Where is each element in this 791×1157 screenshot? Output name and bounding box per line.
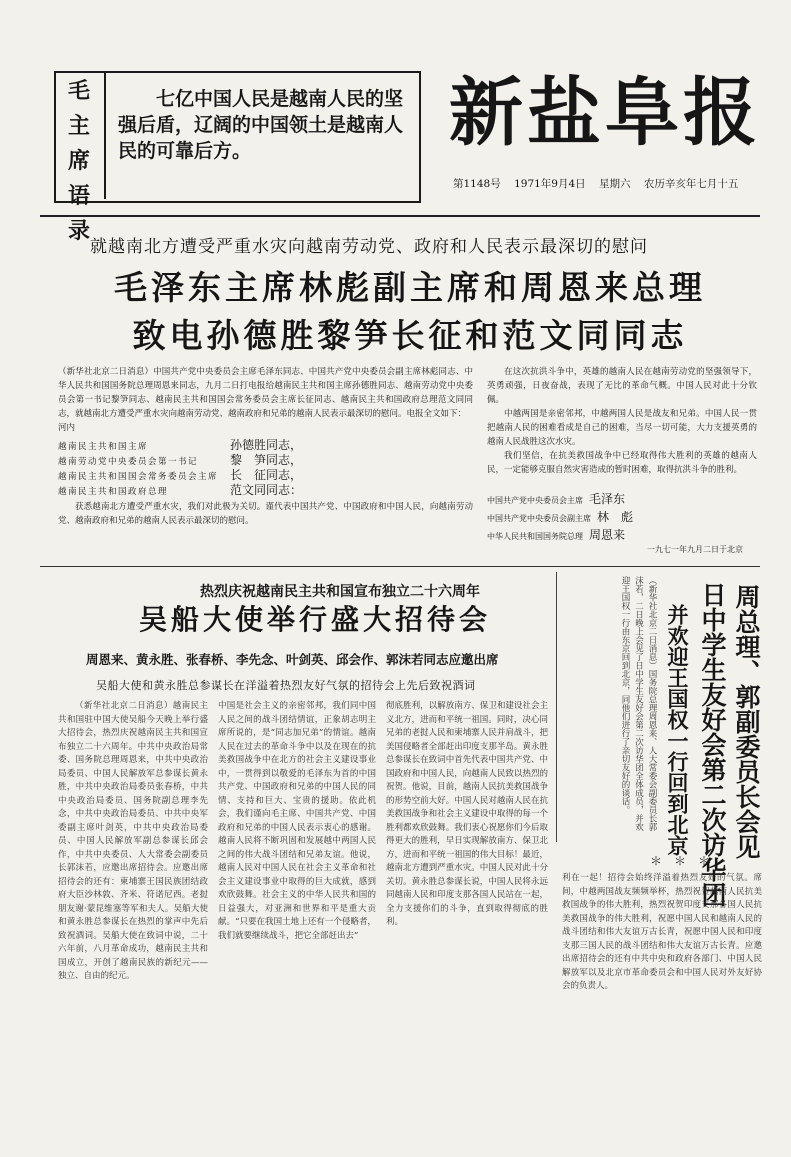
zhou-headline-1: 周总理、郭副委员长会见 — [732, 584, 761, 859]
addressee-list — [58, 436, 473, 496]
issue-lunar-date: 农历辛亥年七月十五 — [643, 178, 739, 190]
signatory-org: 中华人民共和国国务院总理 — [487, 532, 583, 541]
reception-subline: 吴船大使和黄永胜总参谋长在洋溢着热烈友好气氛的招待会上先后致祝酒词 — [96, 679, 476, 692]
addressee-row — [58, 481, 473, 496]
lead-headline-line-1: 毛泽东主席林彪副主席和周恩来总理 — [114, 268, 706, 307]
addressee-row — [58, 466, 473, 481]
signatory-list — [487, 490, 757, 562]
lead-intro: （新华社北京二日消息）中国共产党中央委员会主席毛泽东同志、中国共产党中央委员会副主席林彪同志、中华人民共和国国务院总理周恩来同志，九月二日打电报给越南民主共和国主席孙德胜同志、越南劳动党中央委员会第一书记黎笋同志、越南民主共和国国会常务委员会主席长征同志、越南民主共和国政府总理范文同同志，就越南北方遭受严重水灾向越南劳动党、越南政府和兄弟的越南人民表示最深切的慰问。电报全文如下： — [58, 367, 473, 419]
issue-line — [453, 176, 773, 191]
lead-kicker: 就越南北方遭受严重水灾向越南劳动党、政府和人民表示最深切的慰问 — [90, 237, 648, 257]
quotation-label-char: 主 — [67, 114, 90, 139]
lead-message-2: 在这次抗洪斗争中，英雄的越南人民在越南劳动党的坚强领导下，英勇顽强，日夜奋战，表现了无比的革命气概。中国人民对此十分钦佩。 — [487, 367, 757, 405]
section-divider — [40, 566, 760, 567]
reception-headline: 吴船大使举行盛大招待会 — [138, 603, 491, 636]
addressee-name: 孙德胜同志， — [230, 438, 303, 452]
addressee-org: 越南民主共和国国会常务委员会主席 — [58, 472, 219, 482]
reception-kicker: 热烈庆祝越南民主共和国宣布独立二十六周年 — [200, 584, 480, 600]
reception-column-1: （新华社北京二日消息）越南民主共和国驻中国大使吴船今天晚上举行盛大招待会，热烈庆祝越南民主共和国宣布独立二十六周年。中共中央政治局常委、国务院总理周恩来，中共中央政治局委员、中国人民解放军总参谋长黄永胜，中共中央政治局委员张春桥，中共中央政治局委员、国务院副总理李先念，中共中央政治局委员、中共中央军委副主席叶剑英，中共中央政治局委员、中国人民解放军副总参谋长邱会作，中共中央委员、人大常委会副委员长郭沫若，应邀出席招待会。应邀出席招待会的还有：柬埔寨王国民族团结政府大臣沙林敦、齐米、符诺尼西。老挝朋友谢·蒙昆维塞等军和夫人。吴船大使和黄永胜总参谋长在热烈的掌声中先后致祝酒词。吴船大使在致词中说，二十六年前，八月革命成功，越南民主共和国成立，开创了越南民族的新纪元——独立、自由的纪元。 — [58, 701, 208, 981]
lead-message-4: 我们坚信，在抗美救国战争中已经取得伟大胜利的英雄的越南人民，一定能够克服自然灾害造成的暂时困难，取得抗洪斗争的胜利。 — [487, 451, 757, 475]
quotation-text: 七亿中国人民是越南人民的坚强后盾，辽阔的中国领土是越南人民的可靠后方。 — [118, 88, 404, 162]
signatory-name: 周恩来 — [589, 528, 626, 542]
addressee-org: 越南劳动党中央委员会第一书记 — [58, 457, 199, 467]
column-divider — [556, 572, 557, 842]
quotation-label-char: 毛 — [67, 79, 90, 104]
reception-column-4: 利在一起！招待会始终洋溢着热烈友好的气氛。席间，中越两国战友频频举杯，热烈祝贺越南人民抗美救国战争的伟大胜利，热烈祝贺印度支那各国人民抗美救国战争的伟大胜利，祝愿中国人民和越南人民的战斗团结和伟大友谊万古长青，祝愿中国人民和印度支那三国人民的战斗团结和伟大友谊万古长青。应邀出席招待会的还有中共中央和政府各部门、中国人民解放军以及北京市革命委员会和中国人民对外友好协会的负责人。 — [562, 873, 762, 991]
addressee-name: 长 征同志， — [230, 468, 303, 482]
issue-weekday: 星期六 — [599, 178, 631, 190]
signatory-row — [487, 490, 757, 508]
reception-column-3: 彻底胜利，以解放南方、保卫和建设社会主义北方，进而和平统一祖国。同时，决心同兄弟的老挝人民和柬埔寨人民并肩战斗，把美国侵略者全部赶出印度支那半岛。黄永胜总参谋长在致词中首先代表中国共产党、中国政府和中国人民，向越南人民致以热烈的祝贺。他说，目前，越南人民抗美救国战争的形势空前大好。中国人民对越南人民在抗美救国战争和社会主义建设中取得的每一个胜利都欢欣鼓舞。我们衷心祝愿你们今后取得更大的胜利，早日实现解放南方、保卫北方，进而和平统一祖国的伟大目标！最近，越南北方遭到严重水灾。中国人民对此十分关切。黄永胜总参谋长说，中国人民将永远同越南人民和印度支那各国人民站在一起，全力支援你们的斗争，直到取得彻底的胜利。 — [386, 701, 548, 927]
zhou-headline-2: 日中学生友好会第二次访华团 — [698, 582, 727, 907]
signatory-name: 林 彪 — [597, 510, 634, 524]
addressee-name: 范文同同志： — [230, 483, 303, 497]
addressee-row — [58, 451, 473, 466]
quotation-label — [54, 71, 106, 244]
addressee-org: 越南民主共和国政府总理 — [58, 487, 169, 497]
zhou-story — [566, 572, 766, 907]
signatory-org: 中国共产党中央委员会主席 — [487, 496, 583, 505]
newspaper-title: 新盐阜报 — [449, 70, 761, 156]
issue-date: 1971年9月4日 — [514, 178, 586, 190]
lead-message-3: 中越两国是亲密邻邦，中越两国人民是战友和兄弟。中国人民一贯把越南人民的困难看成是自己的困难，当尽一切可能，大力支援英勇的越南人民战胜这次水灾。 — [487, 409, 757, 447]
quotation-label-char: 录 — [67, 219, 90, 244]
signature-date: 一九七一年九月二日于北京 — [647, 545, 743, 554]
reception-attendees: 周恩来、黄永胜、张春桥、李先念、叶剑英、邱会作、郭沫若同志应邀出席 — [86, 652, 499, 667]
zhou-headline-3: 并欢迎王国权一行回到北京 — [665, 604, 689, 856]
signatory-org: 中国共产党中央委员会副主席 — [487, 514, 591, 523]
ornament: ＊ ＊ ＊ — [650, 854, 711, 868]
masthead-divider — [40, 215, 760, 217]
quotation-label-char: 语 — [67, 184, 90, 209]
issue-number: 第1148号 — [453, 178, 501, 190]
addressee-row — [58, 436, 473, 451]
addressee-name: 黎 笋同志， — [230, 453, 303, 467]
lead-message-1: 获悉越南北方遭受严重水灾，我们对此极为关切。谨代表中国共产党、中国政府和中国人民，向越南劳动党、越南政府和兄弟的越南人民表示最深切的慰问。 — [58, 502, 473, 526]
quotation-label-char: 席 — [67, 149, 90, 174]
signatory-row — [487, 526, 757, 544]
signatory-name: 毛泽东 — [589, 492, 626, 506]
zhou-body: （新华社北京二日消息）国务院总理周恩来、人大常委会副委员长郭沫若，二日晚上会见了日中学生友好会第二次访华团全体成员，并欢迎王国权一行由东京回到北京，同他们进行了亲切友好的谈话。 — [620, 576, 657, 831]
addressee-org: 越南民主共和国主席 — [58, 442, 149, 452]
lead-headline-line-2: 致电孙德胜黎笋长征和范文同同志 — [132, 316, 688, 355]
signatory-row — [487, 508, 757, 526]
lead-hanoi: 河内 — [58, 423, 76, 433]
reception-column-2: 中国是社会主义的亲密邻邦，我们同中国人民之间的战斗团结情谊，正象胡志明主席所说的，是“同志加兄弟”的情谊。越南人民在过去的革命斗争中以及在现在的抗美救国战争中在北方的社会主义建设事业中，一贯得到以敬爱的毛泽东为首的中国共产党、中国政府和兄弟的中国人民的同情、支持和巨大、宝贵的援助。依此机会，我们谨向毛主席、中国共产党、中国政府和兄弟的中国人民表示衷心的感谢。越南人民将不断巩固和发展越中两国人民之间的伟大战斗团结和兄弟友谊。他说，越南人民对中国人民在社会主义革命和社会主义建设事业中取得的巨大成就，感到欢欣鼓舞。社会主义的中华人民共和国的日益强大，对亚洲和世界和平是重大贡献。“只要在我国土地上还有一个侵略者，我们就要继续战斗，把它全部赶出去” — [218, 701, 376, 941]
